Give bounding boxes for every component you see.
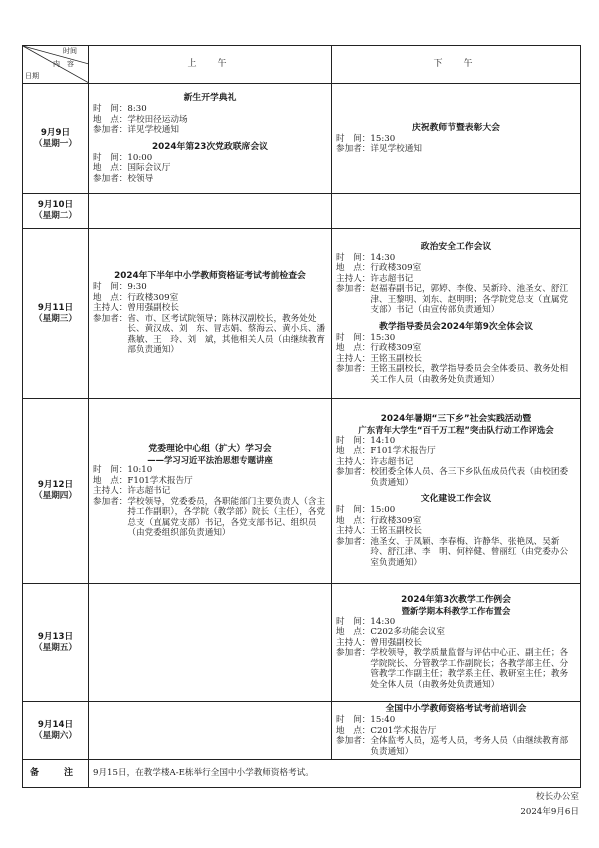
- morning-cell: [89, 84, 332, 194]
- event-title: 党委理论中心组（扩大）学习会: [148, 443, 272, 454]
- event-detail-row: [93, 303, 327, 314]
- detail-value: 曾用强副校长: [127, 303, 179, 314]
- event-detail-row: [336, 354, 576, 365]
- detail-value: 行政楼309室: [370, 343, 422, 354]
- afternoon-cell: [332, 702, 581, 760]
- detail-value: 行政楼309室: [370, 515, 422, 526]
- event-detail-row: [336, 638, 576, 649]
- detail-value: 曾用强副校长: [370, 637, 422, 648]
- event-detail-row: [336, 617, 576, 628]
- event-title: 全国中小学教师资格考试考前培训会: [385, 704, 527, 714]
- detail-key: 主持人：: [336, 273, 371, 284]
- day-weekday: （星期二）: [34, 211, 77, 221]
- event-title: 文化建设工作会议: [420, 494, 492, 504]
- day-date: 9月14日: [37, 719, 74, 730]
- event-detail-row: [336, 263, 576, 274]
- detail-value: 赵福春副书记，郭婷、李俊、吴新玲、池圣女、舒江津、王黎明、刘东、赵明明；各学院党总支（直属党支部）书记（由宣传部负责通知）: [370, 284, 569, 316]
- detail-value: 国际会议厅: [127, 163, 171, 173]
- event-detail-row: [336, 516, 576, 527]
- detail-key: 时 间：: [336, 133, 371, 144]
- event-detail-row: [336, 284, 576, 316]
- day-date: 9月13日: [37, 631, 74, 642]
- event-detail-row: [336, 726, 576, 737]
- detail-key: 时 间：: [336, 435, 371, 446]
- event-block: [336, 123, 576, 155]
- detail-key: 参加者：: [336, 364, 371, 375]
- event-block: [93, 142, 327, 185]
- detail-value: 10:10: [127, 465, 153, 475]
- detail-value: 校领导: [127, 173, 154, 184]
- detail-value: 14:30: [370, 616, 396, 627]
- detail-key: 参加者：: [336, 467, 371, 477]
- event-detail-row: [93, 153, 327, 164]
- detail-key: 时 间：: [336, 715, 371, 725]
- detail-value: 行政楼309室: [127, 292, 179, 303]
- event-detail-row: [336, 253, 576, 264]
- day-row: [23, 194, 581, 229]
- day-date-cell: [23, 702, 89, 760]
- detail-value: 王铭玉副校长，教学指导委员会全体委员、教务处相关工作人员（由教务处负责通知）: [370, 364, 569, 385]
- detail-key: 时 间：: [336, 616, 371, 627]
- detail-key: 参加者：: [93, 496, 128, 507]
- morning-cell: [89, 229, 332, 399]
- detail-key: 参加者：: [93, 173, 128, 184]
- detail-value: 许志超书记: [370, 456, 414, 467]
- detail-key: 时 间：: [336, 332, 371, 343]
- detail-value: C201学术报告厅: [370, 725, 437, 736]
- header-date-label: 日期: [25, 72, 39, 80]
- event-subtitle: ——学习习近平法治思想专题讲座: [147, 454, 273, 465]
- detail-key: 地 点：: [93, 475, 128, 486]
- event-detail-row: [93, 465, 327, 476]
- detail-value: 全体监考人员，巡考人员，考务人员（由继续教育部负责通知）: [370, 736, 569, 757]
- detail-key: 主持人：: [93, 303, 128, 314]
- event-detail-row: [93, 497, 327, 539]
- day-row: [23, 702, 581, 760]
- event-detail-row: [93, 293, 327, 304]
- detail-key: 主持人：: [336, 637, 371, 648]
- detail-value: 许志超书记: [370, 273, 414, 284]
- event-detail-row: [336, 343, 576, 354]
- event-title: 2024年暑期“三下乡”社会实践活动暨: [380, 414, 532, 424]
- event-block: [336, 242, 576, 316]
- event-detail-row: [93, 104, 327, 115]
- event-title: 新生开学典礼: [183, 93, 237, 103]
- detail-value: 学校领导，教学质量监督与评估中心正、副主任；各学院院长、分管教学工作副院长；各教学部主任、分管教学工作副主任；教学系主任、教研室主任；教务处全体人员（由教务处负责通知）: [370, 648, 569, 690]
- detail-value: 15:30: [370, 133, 396, 144]
- event-detail-row: [336, 274, 576, 285]
- event-subtitle: 广东青年大学生“百千万工程”突击队行动工作评选会: [358, 425, 554, 435]
- day-date: 9月9日: [40, 127, 71, 138]
- detail-value: 15:00: [370, 505, 396, 515]
- event-detail-row: [336, 144, 576, 155]
- detail-value: 池圣女、于凤颖、李春梅、许静华、张艳凤、吴新玲、舒江津、李 明、何梓健、曾丽红（由党委办公室负责通知）: [370, 536, 569, 568]
- event-title: 2024年第3次教学工作例会: [401, 595, 511, 605]
- header-row: [23, 46, 581, 84]
- detail-key: 参加者：: [336, 144, 371, 154]
- detail-value: 详见学校通知: [127, 125, 179, 135]
- detail-value: 8:30: [127, 104, 147, 114]
- event-detail-row: [93, 282, 327, 293]
- afternoon-cell: [332, 584, 581, 702]
- event-block: [336, 414, 576, 488]
- detail-key: 主持人：: [336, 526, 371, 536]
- detail-key: 时 间：: [93, 282, 128, 293]
- detail-key: 地 点：: [336, 446, 371, 456]
- morning-cell: [89, 399, 332, 584]
- detail-value: F101学术报告厅: [127, 475, 193, 486]
- detail-key: 时 间：: [336, 252, 371, 263]
- event-detail-row: [336, 467, 576, 488]
- detail-key: 参加者：: [93, 313, 128, 324]
- detail-key: 地 点：: [336, 515, 371, 526]
- detail-value: 王铭玉副校长: [370, 353, 422, 364]
- notes-label: 备 注: [23, 760, 89, 788]
- event-title: 庆祝教师节暨表彰大会: [412, 122, 500, 133]
- event-detail-row: [93, 486, 327, 497]
- morning-cell: [89, 194, 332, 229]
- day-row: [23, 229, 581, 399]
- detail-key: 地 点：: [93, 163, 128, 173]
- detail-value: 9:30: [127, 282, 147, 293]
- event-block: [336, 494, 576, 568]
- detail-value: 10:00: [127, 152, 153, 163]
- footer-date: 2024年9月6日: [520, 807, 579, 817]
- day-weekday: （星期六）: [34, 730, 77, 741]
- event-detail-row: [336, 364, 576, 385]
- detail-value: 行政楼309室: [370, 263, 422, 274]
- day-weekday: （星期一）: [34, 138, 77, 149]
- detail-value: C202多功能会议室: [370, 627, 445, 637]
- event-detail-row: [336, 648, 576, 690]
- event-detail-row: [93, 163, 327, 174]
- day-date-cell: [23, 399, 89, 584]
- detail-value: 省、市、区考试院领导；陈林汉副校长，教务处处长、黄汉成、刘 东、冒志娟、蔡海云、黄小兵、潘燕敏、王 玲、刘 斌，其他相关人员（由继续教育部负责通知）: [127, 313, 326, 356]
- event-detail-row: [336, 134, 576, 145]
- detail-value: 学校田径运动场: [127, 114, 188, 125]
- notes-text: 9月15日，在教学楼A-E栋举行全国中小学教师资格考试。: [89, 760, 581, 788]
- afternoon-cell: [332, 229, 581, 399]
- detail-key: 主持人：: [336, 353, 371, 364]
- event-detail-row: [93, 125, 327, 136]
- afternoon-cell: [332, 194, 581, 229]
- event-detail-row: [336, 436, 576, 447]
- day-weekday: （星期五）: [34, 642, 77, 653]
- day-weekday: （星期三）: [34, 313, 77, 324]
- detail-key: 时 间：: [336, 505, 371, 515]
- detail-key: 地 点：: [336, 725, 371, 736]
- day-date-cell: [23, 229, 89, 399]
- detail-key: 地 点：: [93, 114, 128, 125]
- event-detail-row: [93, 314, 327, 356]
- detail-value: 校团委全体人员、各三下乡队伍成员代表（由校团委负责通知）: [370, 467, 569, 488]
- event-title: 2024年下半年中小学教师资格证考试考前检查会: [114, 271, 306, 282]
- detail-key: 地 点：: [336, 263, 371, 274]
- detail-key: 参加者：: [336, 648, 371, 658]
- header-content-label: 内 容: [53, 60, 74, 68]
- detail-value: F101学术报告厅: [370, 446, 436, 456]
- event-detail-row: [336, 526, 576, 537]
- detail-value: 14:30: [370, 252, 396, 263]
- footer-office: 校长办公室: [536, 792, 579, 802]
- detail-key: 主持人：: [93, 486, 128, 496]
- afternoon-cell: [332, 84, 581, 194]
- header-afternoon: 下 午: [332, 46, 581, 84]
- afternoon-cell: [332, 399, 581, 584]
- event-block: [93, 444, 327, 539]
- event-detail-row: [336, 505, 576, 516]
- event-detail-row: [336, 715, 576, 726]
- header-corner: [23, 46, 89, 84]
- detail-value: 15:40: [370, 715, 396, 725]
- day-date: 9月12日: [37, 480, 74, 490]
- event-block: [93, 93, 327, 136]
- detail-key: 地 点：: [336, 627, 371, 637]
- event-detail-row: [93, 115, 327, 126]
- day-date: 9月10日: [37, 200, 74, 210]
- event-detail-row: [93, 174, 327, 185]
- detail-key: 地 点：: [336, 343, 371, 354]
- detail-value: 15:30: [370, 332, 396, 343]
- detail-key: 地 点：: [93, 292, 128, 303]
- notes-row: [23, 760, 581, 788]
- event-title: 政治安全工作会议: [420, 241, 492, 252]
- day-row: [23, 84, 581, 194]
- event-detail-row: [336, 457, 576, 468]
- detail-key: 参加者：: [336, 284, 371, 295]
- schedule-body: [23, 46, 581, 788]
- day-date-cell: [23, 584, 89, 702]
- event-title: 教学指导委员会2024年第9次全体会议: [379, 321, 533, 332]
- event-detail-row: [336, 736, 576, 757]
- event-block: [336, 322, 576, 386]
- day-date-cell: [23, 194, 89, 229]
- detail-key: 时 间：: [93, 104, 128, 114]
- detail-key: 参加者：: [93, 125, 128, 135]
- detail-key: 参加者：: [336, 536, 371, 547]
- day-weekday: （星期四）: [34, 491, 77, 501]
- morning-cell: [89, 702, 332, 760]
- detail-key: 参加者：: [336, 736, 371, 746]
- day-row: [23, 399, 581, 584]
- detail-value: 14:10: [370, 435, 396, 446]
- day-date: 9月11日: [37, 302, 74, 313]
- detail-key: 主持人：: [336, 456, 371, 467]
- detail-key: 时 间：: [93, 465, 128, 475]
- event-detail-row: [336, 627, 576, 638]
- event-detail-row: [93, 476, 327, 487]
- morning-cell: [89, 584, 332, 702]
- event-block: [336, 704, 576, 757]
- event-subtitle: 暨新学期本科教学工作布置会: [401, 606, 511, 616]
- day-row: [23, 584, 581, 702]
- event-block: [336, 595, 576, 690]
- header-time-label: 时间: [63, 47, 77, 55]
- detail-value: 王铭玉副校长: [370, 526, 422, 536]
- event-title: 2024年第23次党政联席会议: [152, 141, 268, 152]
- event-detail-row: [336, 446, 576, 457]
- event-block: [93, 271, 327, 356]
- detail-value: 详见学校通知: [370, 144, 422, 154]
- schedule-table: [22, 45, 581, 788]
- event-detail-row: [336, 333, 576, 344]
- detail-value: 学校领导，党委委员，各职能部门主要负责人（含主持工作副职），各学院（教学部）院长（主任），各党总支（直属党支部）书记，各党支部书记、组织员（由党委组织部负责通知）: [127, 496, 326, 538]
- header-morning: 上 午: [89, 46, 332, 84]
- detail-value: 许志超书记: [127, 486, 171, 496]
- event-detail-row: [336, 537, 576, 569]
- day-date-cell: [23, 84, 89, 194]
- detail-key: 时 间：: [93, 152, 128, 163]
